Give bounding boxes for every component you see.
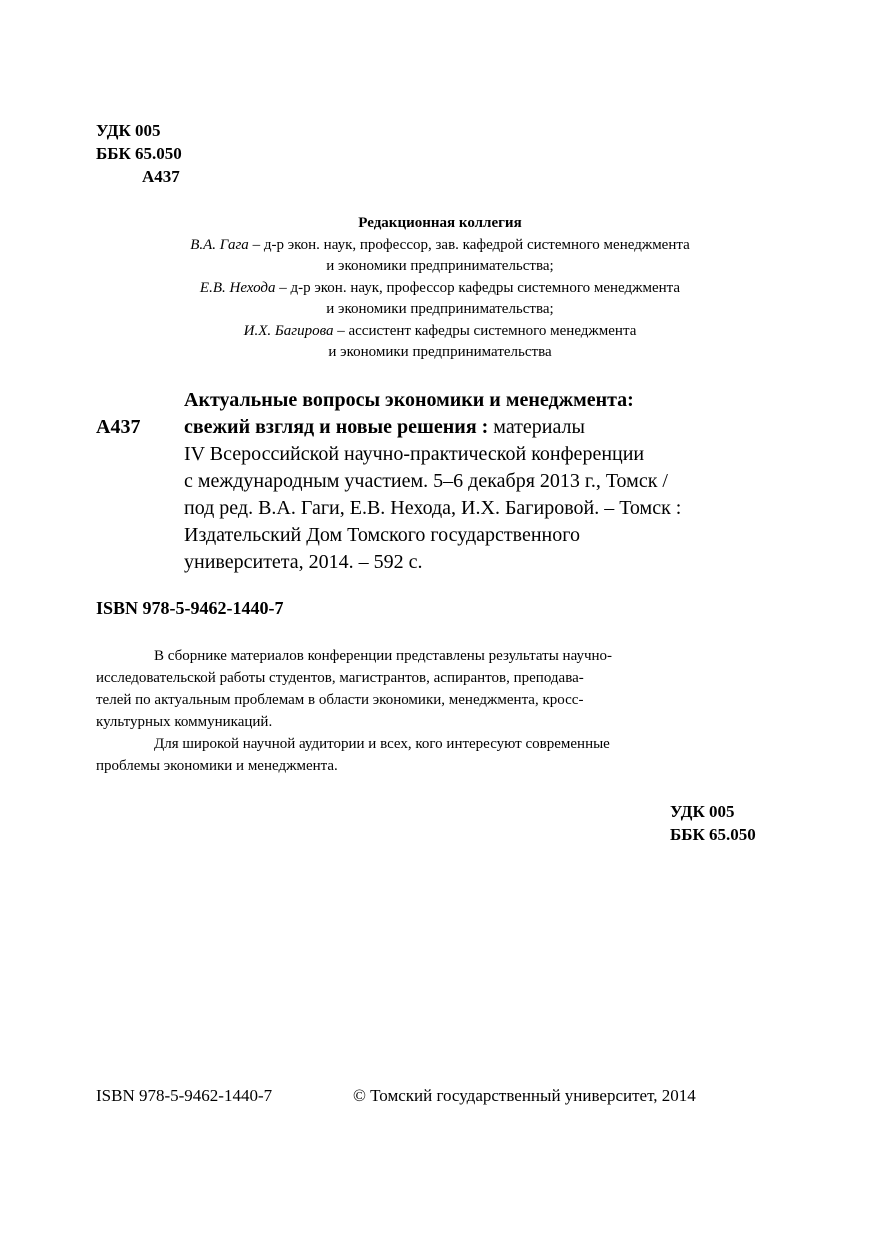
board-member (100, 235, 780, 257)
board-member-desc-cont: и экономики предпринимательства; (326, 258, 554, 274)
annotation (96, 645, 750, 777)
record-line: IV Всероссийской научно-практической конференции (184, 443, 645, 465)
record-line: университета, 2014. – 592 с. (184, 551, 423, 573)
footer-copyright: © Томский государственный университет, 2014 (353, 1086, 696, 1105)
board-member-desc: – д-р экон. наук, профессор кафедры системного менеджмента (275, 279, 681, 296)
record-subtitle: свежий взгляд и новые решения : (184, 416, 489, 438)
annotation-line: Для широкой научной аудитории и всех, кого интересуют современные (154, 736, 610, 752)
annotation-line: исследовательской работы студентов, магистрантов, аспирантов, преподава- (96, 670, 584, 686)
author-code-top: А437 (142, 167, 180, 186)
record-line: Издательский Дом Томского государственного (184, 524, 580, 546)
annotation-line: культурных коммуникаций. (96, 714, 273, 730)
bibliographic-record (184, 387, 784, 576)
record-title-line (184, 387, 784, 414)
board-member-name: Е.В. Нехода (199, 279, 276, 296)
board-member-name: В.А. Гага (190, 236, 249, 253)
board-member-desc: – ассистент кафедры системного менеджмента (333, 322, 637, 339)
record-title-line (184, 414, 784, 441)
board-member (100, 278, 780, 300)
editorial-board (100, 213, 780, 364)
udk-code-top: УДК 005 (96, 121, 161, 140)
footer-isbn: ISBN 978-5-9462-1440-7 (96, 1086, 273, 1105)
record-line: с международным участием. 5–6 декабря 2013 г., Томск / (184, 470, 668, 492)
annotation-line: В сборнике материалов конференции представлены результаты научно- (154, 648, 613, 664)
udk-code-right: УДК 005 (670, 802, 735, 821)
board-member-name: И.Х. Багирова (243, 322, 334, 339)
editorial-board-title: Редакционная коллегия (358, 215, 522, 231)
record-materials: материалы (488, 416, 585, 438)
board-member-desc-cont: и экономики предпринимательства (328, 344, 552, 360)
annotation-line: проблемы экономики и менеджмента. (96, 758, 338, 774)
bbk-code-right: ББК 65.050 (670, 825, 756, 844)
isbn-bold: ISBN 978-5-9462-1440-7 (96, 598, 284, 618)
record-author-code: А437 (96, 416, 141, 438)
record-line: под ред. В.А. Гаги, Е.В. Нехода, И.Х. Багировой. – Томск : (184, 497, 682, 519)
bbk-code-top: ББК 65.050 (96, 144, 182, 163)
board-member (100, 321, 780, 343)
record-title: Актуальные вопросы экономики и менеджмента: (184, 389, 634, 411)
annotation-line: телей по актуальным проблемам в области экономики, менеджмента, кросс- (96, 692, 584, 708)
board-member-desc: – д-р экон. наук, профессор, зав. кафедрой системного менеджмента (248, 236, 690, 253)
board-member-desc-cont: и экономики предпринимательства; (326, 301, 554, 317)
